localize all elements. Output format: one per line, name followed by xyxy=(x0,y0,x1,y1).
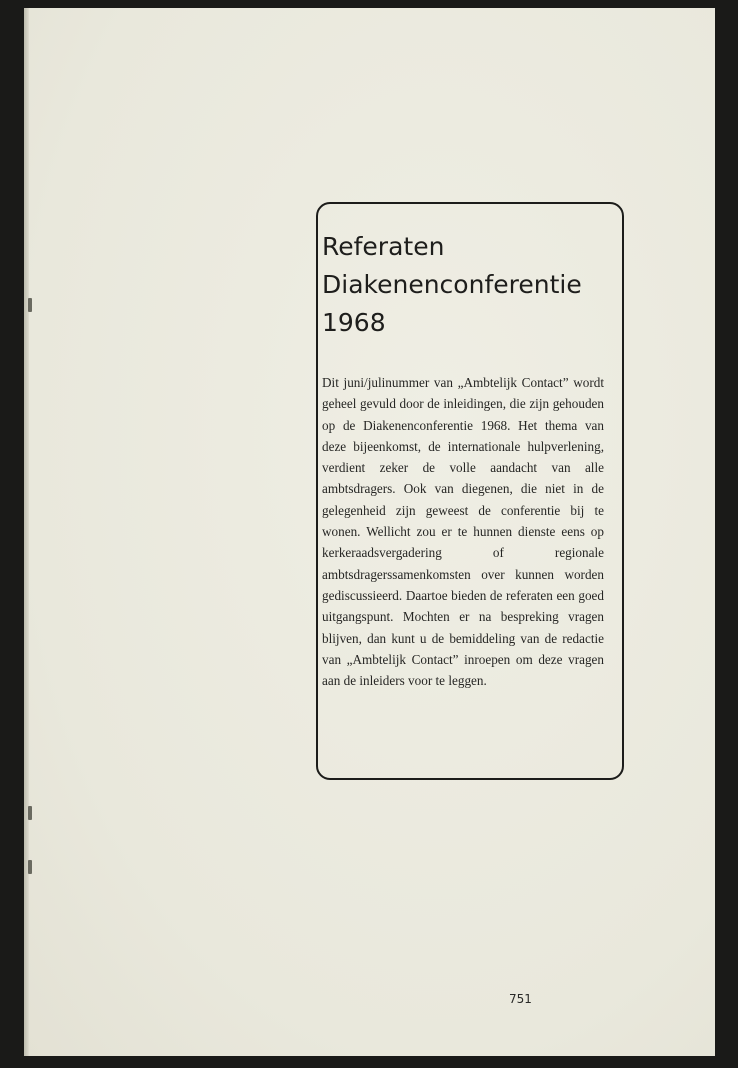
heading-line-2: Diakenenconferentie xyxy=(322,270,582,299)
notice-body-paragraph: Dit juni/julinummer van „Ambtelijk Contact” wordt geheel gevuld door de inleidingen, die zijn gehouden op de Diakenenconferentie 1968. Het thema van deze bijeenkomst, de internationale hulpverlening, verdient zeker de volle aandacht van alle ambtsdragers. Ook van diegenen, die niet in de gelegenheid zijn geweest de conferentie bij te wonen. Wellicht zou er te hunnen dienste eens op kerkeraadsvergadering of regionale ambtsdragerssamenkomsten over kunnen worden gediscussieerd. Daartoe bieden de referaten een goed uitgangspunt. Mochten er na bespreking vragen blijven, dan kunt u de bemiddeling van de redactie van „Ambtelijk Contact” inroepen om deze vragen aan de inleiders voor te leggen. xyxy=(322,375,604,689)
binding-notch xyxy=(28,860,32,874)
binding-notch xyxy=(28,298,32,312)
notice-heading xyxy=(322,228,602,342)
binding-edge xyxy=(24,8,29,1056)
heading-line-1: Referaten xyxy=(322,232,445,261)
page-number: 751 xyxy=(509,992,532,1006)
heading-line-3: 1968 xyxy=(322,308,386,337)
binding-notch xyxy=(28,806,32,820)
